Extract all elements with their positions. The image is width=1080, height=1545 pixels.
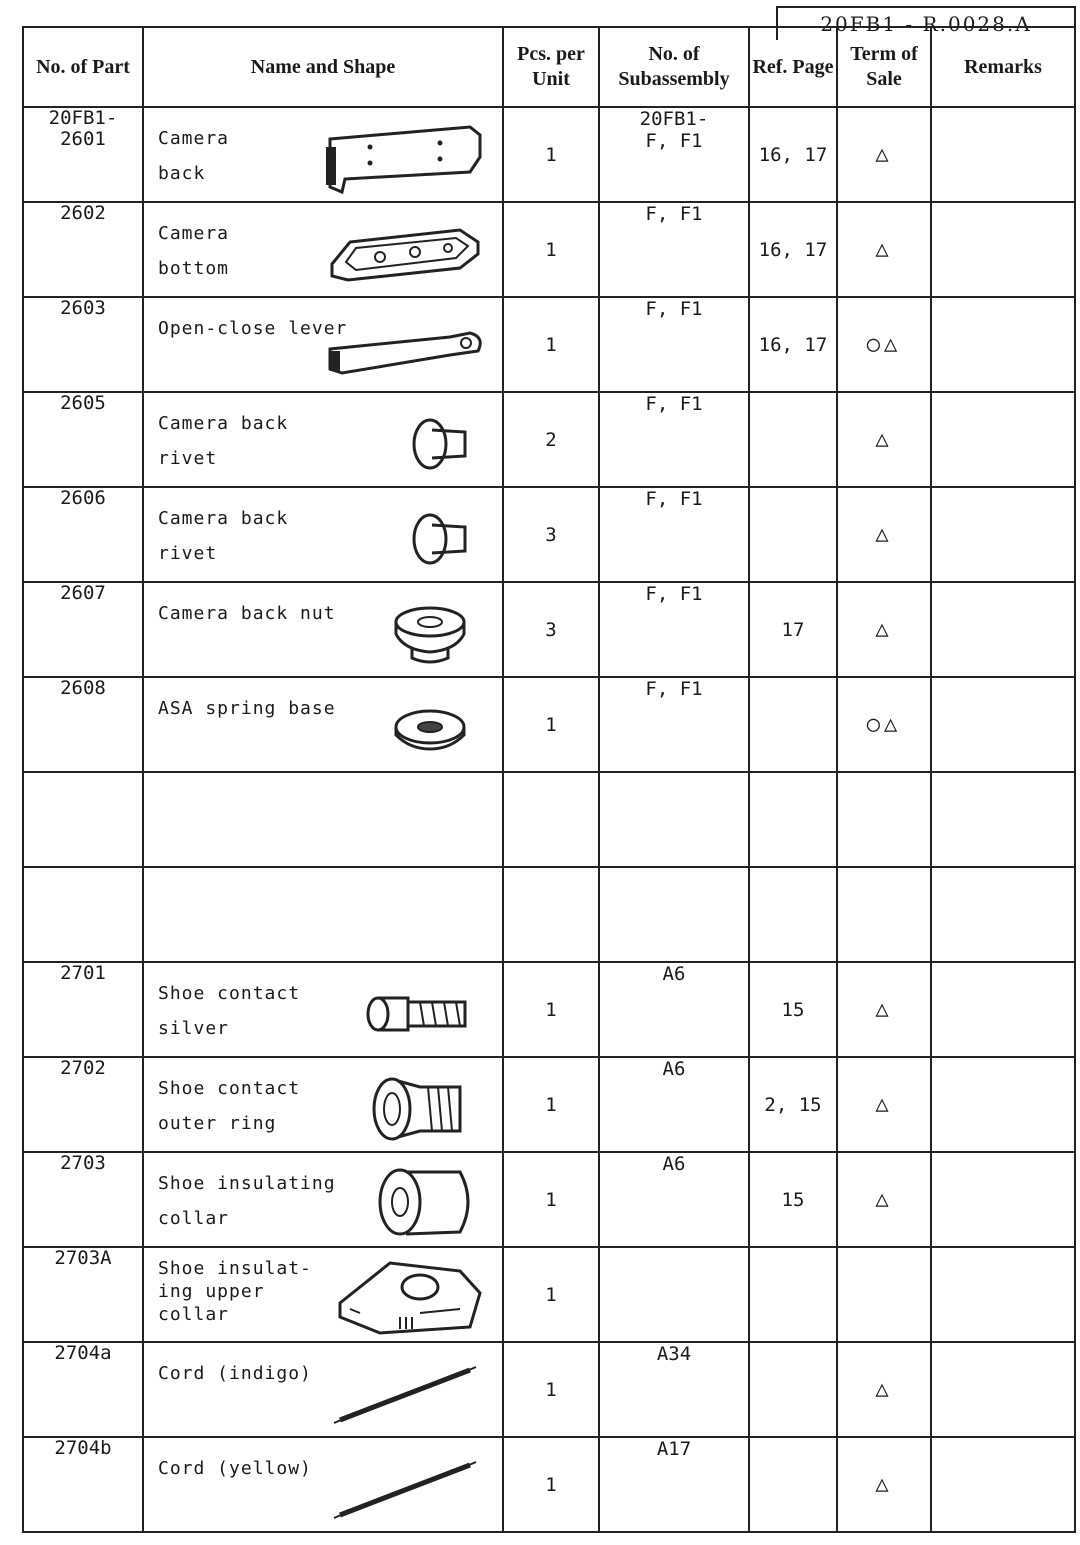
term-of-sale-cell <box>837 962 931 1057</box>
term-of-sale-cell <box>837 772 931 867</box>
part-name: Shoe insulat- ing upper collar <box>158 1258 312 1325</box>
header-subassembly: No. of Subassembly <box>599 27 749 107</box>
pcs-per-unit-cell: 1 <box>503 1152 599 1247</box>
name-shape-cell <box>143 202 503 297</box>
name-shape-cell <box>143 1437 503 1532</box>
rivet-drawing-icon <box>320 402 490 482</box>
term-of-sale-cell <box>837 677 931 772</box>
part-number-cell: 20FB1- 2601 <box>23 107 143 202</box>
name-shape-cell <box>143 677 503 772</box>
name-shape-cell <box>143 487 503 582</box>
pcs-per-unit-cell: 1 <box>503 677 599 772</box>
upper-collar-drawing-icon <box>320 1257 490 1337</box>
part-name: Cord (indigo) <box>158 1363 312 1384</box>
name-shape-box <box>144 584 502 675</box>
name-shape-cell <box>143 1247 503 1342</box>
pcs-per-unit-cell: 1 <box>503 962 599 1057</box>
subassembly-cell <box>599 1247 749 1342</box>
name-shape-box <box>144 774 502 865</box>
name-shape-cell <box>143 772 503 867</box>
parts-table <box>22 26 1076 1533</box>
term-of-sale-cell <box>837 1057 931 1152</box>
table-row <box>23 1437 1075 1532</box>
subassembly-cell: F, F1 <box>599 297 749 392</box>
pcs-per-unit-cell: 1 <box>503 107 599 202</box>
ref-page-cell: 2, 15 <box>749 1057 837 1152</box>
remarks-cell <box>931 1152 1075 1247</box>
part-name: Camera bottom <box>158 223 230 279</box>
term-symbol: △ <box>875 142 893 167</box>
term-symbol: △ <box>875 237 893 262</box>
part-name: Camera back nut <box>158 603 336 624</box>
name-shape-cell <box>143 962 503 1057</box>
name-shape-cell <box>143 867 503 962</box>
ref-page-cell: 16, 17 <box>749 297 837 392</box>
subassembly-cell: F, F1 <box>599 677 749 772</box>
term-symbol: △ <box>875 427 893 452</box>
pcs-per-unit-cell: 1 <box>503 297 599 392</box>
pcs-per-unit-cell: 3 <box>503 582 599 677</box>
screw-drawing-icon <box>320 972 490 1052</box>
name-shape-box <box>144 964 502 1055</box>
table-row <box>23 772 1075 867</box>
term-symbol: △ <box>875 1092 893 1117</box>
table-row <box>23 582 1075 677</box>
term-symbol: △ <box>875 1377 893 1402</box>
name-shape-cell <box>143 392 503 487</box>
term-of-sale-cell <box>837 1247 931 1342</box>
part-number-cell <box>23 772 143 867</box>
part-name: ASA spring base <box>158 698 336 719</box>
part-number-cell: 2602 <box>23 202 143 297</box>
subassembly-cell: A6 <box>599 1057 749 1152</box>
cord-drawing-icon <box>320 1447 490 1527</box>
rivet-drawing-icon <box>320 497 490 577</box>
part-name: Shoe contact outer ring <box>158 1078 301 1134</box>
header-ref-page: Ref. Page <box>749 27 837 107</box>
part-number-cell: 2704b <box>23 1437 143 1532</box>
remarks-cell <box>931 1342 1075 1437</box>
washer-drawing-icon <box>320 687 490 767</box>
subassembly-cell: F, F1 <box>599 392 749 487</box>
collar-drawing-icon <box>320 1162 490 1242</box>
remarks-cell <box>931 392 1075 487</box>
subassembly-cell: A34 <box>599 1342 749 1437</box>
term-of-sale-cell <box>837 297 931 392</box>
remarks-cell <box>931 962 1075 1057</box>
part-name: Open-close lever <box>158 318 348 339</box>
pcs-per-unit-cell <box>503 772 599 867</box>
ref-page-cell: 17 <box>749 582 837 677</box>
name-shape-box <box>144 394 502 485</box>
part-name: Shoe insulating collar <box>158 1173 336 1229</box>
table-row <box>23 962 1075 1057</box>
part-number-cell: 2703A <box>23 1247 143 1342</box>
remarks-cell <box>931 487 1075 582</box>
name-shape-cell <box>143 1152 503 1247</box>
name-shape-box <box>144 1344 502 1435</box>
name-shape-cell <box>143 297 503 392</box>
name-shape-box <box>144 1154 502 1245</box>
term-symbol: ○△ <box>866 712 902 737</box>
subassembly-cell: A17 <box>599 1437 749 1532</box>
term-symbol: △ <box>875 1187 893 1212</box>
part-number-cell: 2701 <box>23 962 143 1057</box>
table-row <box>23 202 1075 297</box>
table-row <box>23 1057 1075 1152</box>
camera-bottom-drawing-icon <box>320 212 490 292</box>
name-shape-box <box>144 1439 502 1530</box>
part-number-cell <box>23 867 143 962</box>
ref-page-cell <box>749 772 837 867</box>
table-row <box>23 1342 1075 1437</box>
table-row <box>23 107 1075 202</box>
ref-page-cell <box>749 1247 837 1342</box>
part-number-cell: 2703 <box>23 1152 143 1247</box>
subassembly-cell: A6 <box>599 1152 749 1247</box>
subassembly-cell: F, F1 <box>599 487 749 582</box>
subassembly-cell: F, F1 <box>599 582 749 677</box>
remarks-cell <box>931 772 1075 867</box>
term-of-sale-cell <box>837 1437 931 1532</box>
name-shape-cell <box>143 582 503 677</box>
term-symbol: △ <box>875 1472 893 1497</box>
part-number-cell: 2603 <box>23 297 143 392</box>
table-row <box>23 1152 1075 1247</box>
name-shape-box <box>144 1249 502 1340</box>
pcs-per-unit-cell: 1 <box>503 1437 599 1532</box>
subassembly-cell <box>599 867 749 962</box>
term-symbol: △ <box>875 617 893 642</box>
header-remarks: Remarks <box>931 27 1075 107</box>
header-pcs-per-unit: Pcs. per Unit <box>503 27 599 107</box>
pcs-per-unit-cell <box>503 867 599 962</box>
subassembly-cell <box>599 772 749 867</box>
subassembly-cell: 20FB1- F, F1 <box>599 107 749 202</box>
header-term-of-sale: Term of Sale <box>837 27 931 107</box>
name-shape-cell <box>143 107 503 202</box>
term-symbol: ○△ <box>866 332 902 357</box>
ref-page-cell <box>749 867 837 962</box>
part-number-cell: 2605 <box>23 392 143 487</box>
nut-drawing-icon <box>320 592 490 672</box>
subassembly-cell: F, F1 <box>599 202 749 297</box>
ref-page-cell: 15 <box>749 1152 837 1247</box>
remarks-cell <box>931 582 1075 677</box>
term-symbol: △ <box>875 997 893 1022</box>
table-row <box>23 867 1075 962</box>
name-shape-cell <box>143 1342 503 1437</box>
remarks-cell <box>931 202 1075 297</box>
table-row <box>23 1247 1075 1342</box>
ref-page-cell <box>749 1342 837 1437</box>
remarks-cell <box>931 677 1075 772</box>
ref-page-cell <box>749 392 837 487</box>
remarks-cell <box>931 1437 1075 1532</box>
name-shape-box <box>144 679 502 770</box>
threaded-ring-drawing-icon <box>320 1067 490 1147</box>
ref-page-cell <box>749 487 837 582</box>
pcs-per-unit-cell: 1 <box>503 202 599 297</box>
term-symbol: △ <box>875 522 893 547</box>
ref-page-cell <box>749 677 837 772</box>
header-name-shape: Name and Shape <box>143 27 503 107</box>
ref-page-cell: 16, 17 <box>749 107 837 202</box>
part-number-cell: 2704a <box>23 1342 143 1437</box>
header-part-no: No. of Part <box>23 27 143 107</box>
header-row <box>23 27 1075 107</box>
part-name: Cord (yellow) <box>158 1458 312 1479</box>
name-shape-box <box>144 109 502 200</box>
ref-page-cell: 16, 17 <box>749 202 837 297</box>
remarks-cell <box>931 107 1075 202</box>
table-row <box>23 487 1075 582</box>
part-number-cell: 2608 <box>23 677 143 772</box>
term-of-sale-cell <box>837 487 931 582</box>
term-of-sale-cell <box>837 1342 931 1437</box>
pcs-per-unit-cell: 1 <box>503 1057 599 1152</box>
name-shape-box <box>144 489 502 580</box>
name-shape-box <box>144 1059 502 1150</box>
table-row <box>23 392 1075 487</box>
part-number-cell: 2702 <box>23 1057 143 1152</box>
table-row <box>23 677 1075 772</box>
remarks-cell <box>931 297 1075 392</box>
term-of-sale-cell <box>837 1152 931 1247</box>
part-number-cell: 2606 <box>23 487 143 582</box>
name-shape-cell <box>143 1057 503 1152</box>
cord-drawing-icon <box>320 1352 490 1432</box>
remarks-cell <box>931 1247 1075 1342</box>
term-of-sale-cell <box>837 392 931 487</box>
ref-page-cell <box>749 1437 837 1532</box>
pcs-per-unit-cell: 3 <box>503 487 599 582</box>
term-of-sale-cell <box>837 867 931 962</box>
lever-drawing-icon <box>320 307 490 387</box>
document-reference: 20FB1 - R.0028.A <box>776 6 1076 40</box>
name-shape-box <box>144 869 502 960</box>
remarks-cell <box>931 1057 1075 1152</box>
camera-back-drawing-icon <box>320 117 490 197</box>
remarks-cell <box>931 867 1075 962</box>
part-name: Shoe contact silver <box>158 983 301 1039</box>
part-number-cell: 2607 <box>23 582 143 677</box>
part-name: Camera back <box>158 128 230 184</box>
ref-page-cell: 15 <box>749 962 837 1057</box>
name-shape-box <box>144 204 502 295</box>
part-name: Camera back rivet <box>158 508 289 564</box>
term-of-sale-cell <box>837 582 931 677</box>
pcs-per-unit-cell: 1 <box>503 1247 599 1342</box>
name-shape-box <box>144 299 502 390</box>
table-row <box>23 297 1075 392</box>
part-name: Camera back rivet <box>158 413 289 469</box>
pcs-per-unit-cell: 2 <box>503 392 599 487</box>
term-of-sale-cell <box>837 202 931 297</box>
pcs-per-unit-cell: 1 <box>503 1342 599 1437</box>
subassembly-cell: A6 <box>599 962 749 1057</box>
term-of-sale-cell <box>837 107 931 202</box>
